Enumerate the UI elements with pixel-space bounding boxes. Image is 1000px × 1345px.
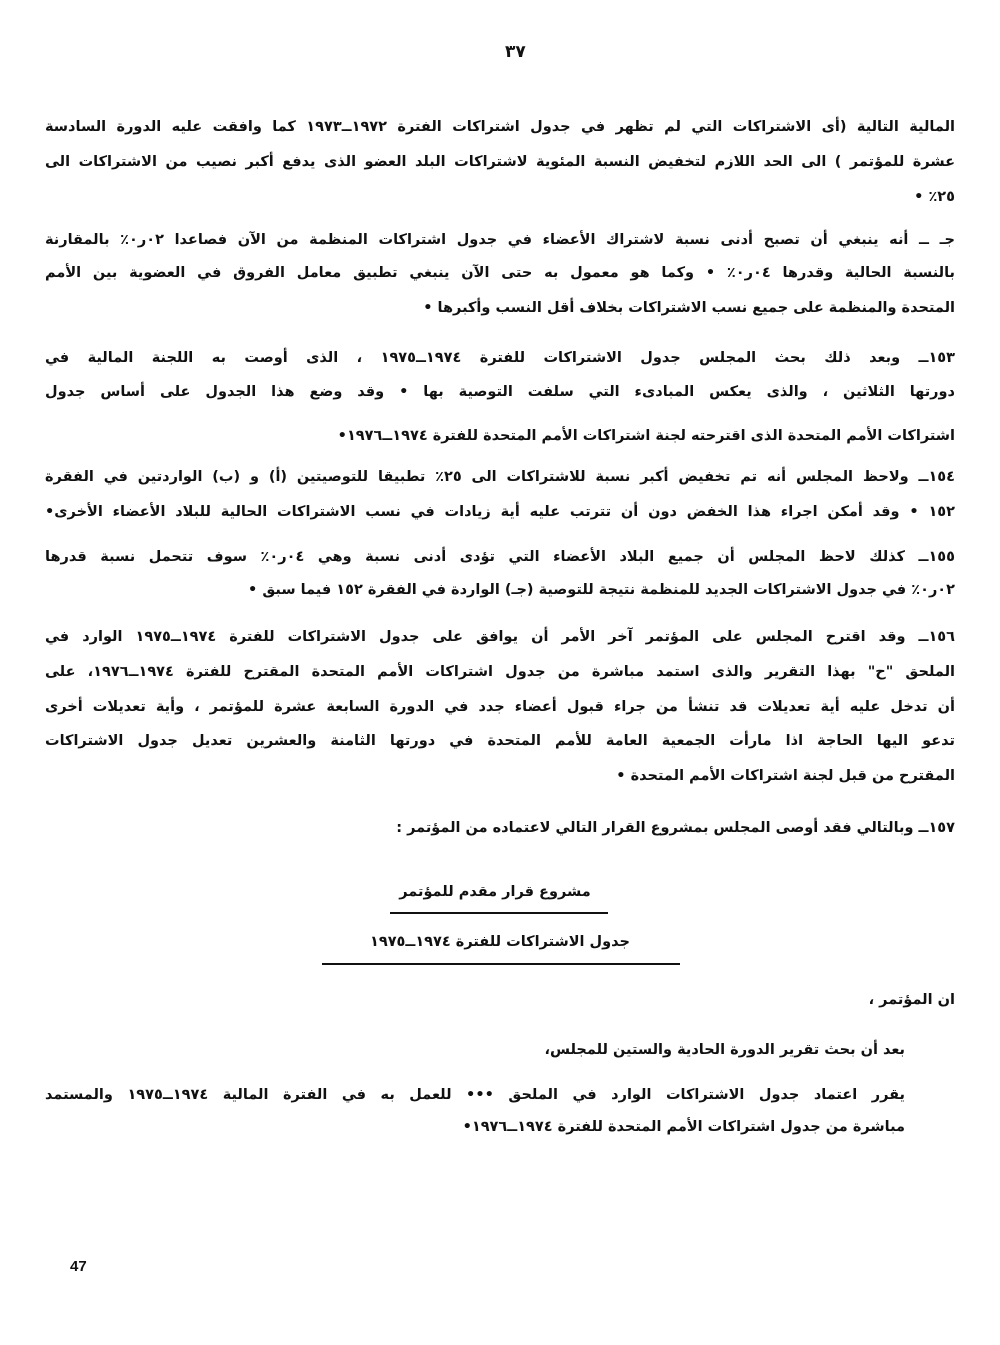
resolution-operative-2: مباشرة من جدول اشتراكات الأمم المتحدة للفترة ١٩٧٤ــ١٩٧٦• xyxy=(462,1119,905,1135)
text-line: ١٥٤ــ ولاحظ المجلس أنه تم تخفيض أكبر نسبة للاشتراكات الى ٢٥٪ تطبيقا للتوصيتين (أ) و (ب) الواردتين في الفقرة xyxy=(45,469,955,485)
resolution-operative-1: يقرر اعتماد جدول الاشتراكات الوارد في الملحق ••• للعمل به في الفترة المالية ١٩٧٤ــ١٩٧٥ والمستمد xyxy=(45,1087,905,1103)
text-line: ١٥٢ • وقد أمكن اجراء هذا الخفض دون أن تترتب عليه أية زيادات في نسب الاشتراكات الحالية للبلاد الأعضاء الأخرى• xyxy=(45,504,955,520)
text-line: المالية التالية (أى الاشتراكات التي لم تظهر في جدول اشتراكات الفترة ١٩٧٢ــ١٩٧٣ كما وافقت عليه الدورة السادسة xyxy=(45,119,955,135)
page-number-footer: 47 xyxy=(70,1258,87,1275)
text-line: المقترح من قبل لجنة اشتراكات الأمم المتحدة • xyxy=(616,768,955,784)
text-line: عشرة للمؤتمر ) الى الحد اللازم لتخفيض النسبة المئوية لاشتراكات البلد العضو الذى يدفع أكبر نصيب من الاشتراكات الى xyxy=(45,154,955,170)
text-line: تدعو اليها الحاجة اذا مارأت الجمعية العامة للأمم المتحدة في دورتها الثامنة والعشرين تعديل جدول الاشتراكات xyxy=(45,733,955,749)
text-line: ١٥٣ــ وبعد ذلك بحث المجلس جدول الاشتراكات للفترة ١٩٧٤ــ١٩٧٥ ، الذى أوصت به اللجنة المالية في xyxy=(45,350,955,366)
text-line: ١٥٧ــ وبالتالي فقد أوصى المجلس بمشروع القرار التالي لاعتماده من المؤتمر : xyxy=(396,820,955,836)
text-line: جـ ــ أنه ينبغي أن تصبح أدنى نسبة لاشتراك الأعضاء في جدول اشتراكات المنظمة من الآن فصاعدا ٠٢ر٠٪ بالمقارنة xyxy=(45,232,955,248)
resolution-preamble: بعد أن بحث تقرير الدورة الحادية والستين للمجلس، xyxy=(544,1042,905,1058)
text-line: المتحدة والمنظمة على جميع نسب الاشتراكات بخلاف أقل النسب وأكبرها • xyxy=(423,300,955,316)
text-line: اشتراكات الأمم المتحدة الذى اقترحته لجنة اشتراكات الأمم المتحدة للفترة ١٩٧٤ــ١٩٧٦• xyxy=(337,428,955,444)
heading-underline xyxy=(390,912,608,914)
resolution-opening: ان المؤتمر ، xyxy=(868,992,955,1008)
text-line: ١٥٥ــ كذلك لاحظ المجلس أن جميع البلاد الأعضاء التي تؤدى أدنى نسبة وهي ٠٤ر٠٪ سوف تتحمل نسبة قدرها xyxy=(45,549,955,565)
text-line: ١٥٦ــ وقد اقترح المجلس على المؤتمر آخر الأمر أن يوافق على جدول الاشتراكات للفترة ١٩٧٤ــ١٩٧٥ الوارد في xyxy=(45,629,955,645)
subheading-underline xyxy=(322,963,680,965)
text-line: دورتها الثلاثين ، والذى يعكس المبادىء التي سلفت التوصية بها • وقد وضع هذا الجدول على أساس جدول xyxy=(45,384,955,400)
page-number-arabic: ٣٧ xyxy=(505,42,526,62)
resolution-subheading: جدول الاشتراكات للفترة ١٩٧٤ــ١٩٧٥ xyxy=(370,934,630,950)
resolution-heading: مشروع قرار مقدم للمؤتمر xyxy=(399,884,591,900)
text-line: ٢٥٪ • xyxy=(914,189,955,205)
text-line: الملحق "ح" بهذا التقرير والذى استمد مباشرة من جدول اشتراكات الأمم المتحدة المقترح للفترة ١٩٧٤ــ١٩٧٦، على xyxy=(45,664,955,680)
text-line: بالنسبة الحالية وقدرها ٠٤ر٠٪ • وكما هو معمول به حتى الآن ينبغي تطبيق معامل الفروق في العضوية بين الأمم xyxy=(45,265,955,281)
text-line: أن تدخل عليه أية تعديلات قد تنشأ من جراء قبول أعضاء جدد في الدورة السابعة عشرة للمؤتمر ، وأية تعديلات أخرى xyxy=(45,699,955,715)
text-line: ٠٢ر٠٪ في جدول الاشتراكات الجديد للمنظمة نتيجة للتوصية (جـ) الواردة في الفقرة ١٥٢ فيما سبق • xyxy=(248,582,955,598)
